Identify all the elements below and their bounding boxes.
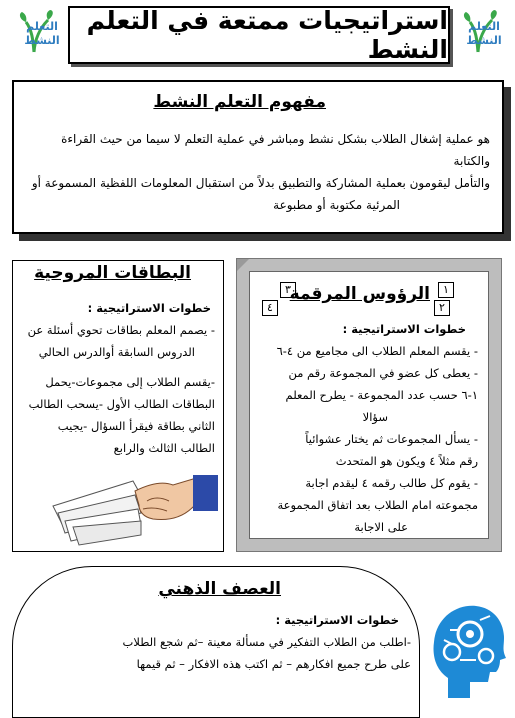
number-badge: ١ bbox=[438, 282, 454, 298]
numbered-heads-line: ١-٦ حسب عدد المجموعة - يطرح المعلم bbox=[285, 388, 478, 402]
logo-left bbox=[12, 8, 60, 52]
numbered-heads-line: - يسأل المجموعات ثم يختار عشوائياً bbox=[305, 432, 478, 446]
fan-cards-steps-label: خطوات الاستراتيجية : bbox=[87, 301, 211, 315]
logo-right bbox=[456, 8, 500, 52]
fan-cards-line: الثاني بطاقة فيقرأ السؤال -يجيب bbox=[57, 419, 215, 433]
numbered-heads-line: على الاجابة bbox=[354, 520, 408, 534]
brainstorm-line: على طرح جميع افكارهم – ثم اكتب هذه الافكار – ثم قيمها bbox=[136, 657, 411, 671]
page-title: استراتيجيات ممتعة في التعلم النشط bbox=[86, 6, 448, 64]
number-badge: ٢ bbox=[434, 300, 450, 316]
concept-title: مفهوم التعلم النشط bbox=[153, 92, 326, 112]
fan-cards-line bbox=[17, 363, 215, 371]
numbered-heads-line: - يعطى كل عضو في المجموعة رقم من bbox=[288, 366, 478, 380]
fan-cards-illustration bbox=[43, 461, 218, 546]
fan-cards-line: الدروس السابقة أوالدرس الحالي bbox=[38, 345, 195, 359]
numbered-heads-line: مجموعته امام الطلاب بعد اتفاق المجموعة bbox=[277, 498, 478, 512]
brainstorm-steps-label: خطوات الاستراتيجية : bbox=[275, 613, 399, 627]
concept-box bbox=[12, 80, 504, 234]
concept-text bbox=[24, 128, 490, 216]
numbered-heads-line: - يقوم كل طالب رقمه ٤ ليقدم اجابة bbox=[305, 476, 478, 490]
concept-line: والتأمل ليقومون بعملية المشاركة والتطبيق بدلاً من استقبال المعلومات اللفظية المسموعة أو bbox=[31, 176, 490, 190]
brainstorm-box bbox=[12, 566, 420, 718]
numbered-heads-title: الرؤوس المرقمة bbox=[289, 284, 430, 304]
numbered-heads-line: رقم مثلاً ٤ ويكون هو المتحدث bbox=[335, 454, 478, 468]
numbered-heads-box bbox=[249, 271, 489, 539]
fan-cards-line: البطاقات الطالب الأول -يسحب الطالب bbox=[28, 397, 215, 411]
fan-cards-text bbox=[17, 319, 215, 459]
brain-head-icon bbox=[430, 600, 506, 700]
svg-text:التعلم: التعلم bbox=[468, 20, 500, 33]
fan-cards-line: -يقسم الطلاب إلى مجموعات-يحمل bbox=[45, 375, 215, 389]
numbered-heads-frame bbox=[236, 258, 502, 552]
numbered-heads-line: سؤالا bbox=[362, 410, 388, 424]
concept-line: هو عملية إشغال الطلاب بشكل نشط ومباشر في عملية التعلم لا سيما من حيث القراءة والكتابة bbox=[61, 132, 490, 168]
fan-cards-line: - يصمم المعلم بطاقات تحوي أسئلة عن bbox=[27, 323, 215, 337]
number-badge: ٤ bbox=[262, 300, 278, 316]
brainstorm-text bbox=[19, 631, 411, 675]
fan-cards-line: الطالب الثالث والرابع bbox=[113, 441, 215, 455]
brainstorm-line: -اطلب من الطلاب التفكير في مسألة معينة –ثم شجع الطلاب bbox=[122, 635, 411, 649]
number-badge: ٣ bbox=[280, 282, 296, 298]
svg-text:النشط: النشط bbox=[466, 34, 502, 47]
numbered-heads-line: - يقسم المعلم الطلاب الى مجاميع من ٤-٦ bbox=[276, 344, 478, 358]
numbered-heads-steps-label: خطوات الاستراتيجية : bbox=[342, 322, 466, 336]
svg-text:النشط: النشط bbox=[24, 34, 60, 47]
fan-cards-box bbox=[12, 260, 224, 552]
fan-cards-title: البطاقات المروحية bbox=[34, 263, 191, 283]
svg-text:التعلم: التعلم bbox=[26, 20, 58, 33]
brainstorm-title: العصف الذهني bbox=[158, 579, 281, 599]
numbered-heads-text bbox=[256, 340, 478, 538]
concept-line: المرئية مكتوبة أو مطبوعة bbox=[273, 198, 400, 212]
header-box bbox=[68, 6, 450, 64]
